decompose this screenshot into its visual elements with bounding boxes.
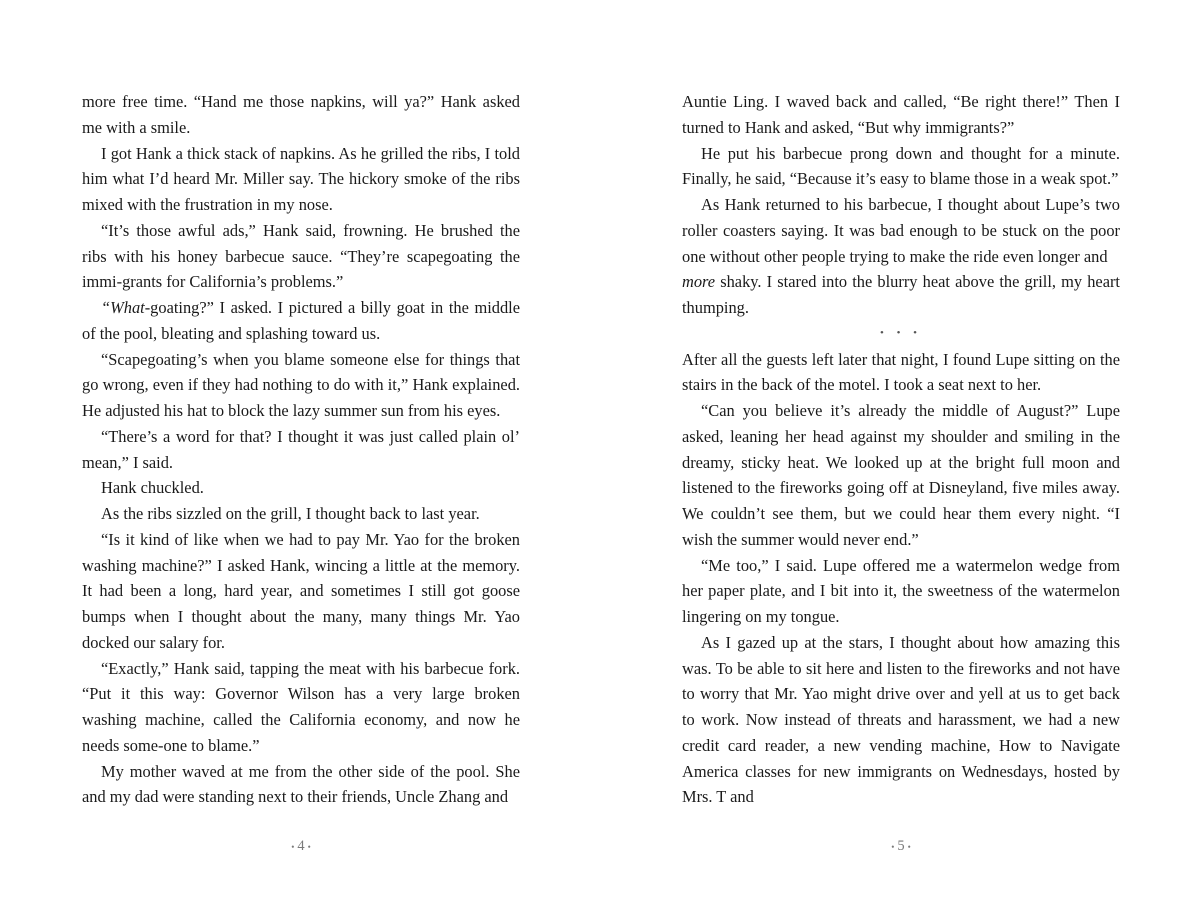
page-number — [82, 838, 520, 855]
page-number-value: 5 — [897, 838, 905, 854]
paragraph: “Is it kind of like when we had to pay Mr. Yao for the broken washing machine?” I asked Hank, wincing a little at the memory. It had been a long, hard year, and sometimes I still got goose bumps when I thought about the many, many things Mr. Yao docked our salary for. — [82, 529, 520, 652]
page-number-value: 4 — [297, 838, 305, 854]
paragraph: Auntie Ling. I waved back and called, “Be right there!” Then I turned to Hank and asked, “But why immigrants?” — [682, 92, 1120, 137]
left-page — [82, 0, 520, 900]
paragraph: “Can you believe it’s already the middle of August?” Lupe asked, leaning her head against my shoulder and smiling in the dreamy, sticky heat. We looked up at the bright full moon and listened to the fireworks going off at Disneyland, five miles away. We couldn’t see them, but we could hear them every night. “I wish the summer would never end.” — [682, 401, 1120, 549]
italic-word: “What — [101, 298, 145, 317]
paragraph: He put his barbecue prong down and thought for a minute. Finally, he said, “Because it’s easy to blame those in a weak spot.” — [682, 143, 1120, 189]
italic-word: more — [682, 272, 716, 292]
paragraph — [82, 295, 520, 347]
right-page-text — [682, 89, 1120, 810]
folio-dot: • — [307, 841, 311, 852]
folio-dot: • — [891, 841, 895, 852]
paragraph: Hank chuckled. — [101, 478, 204, 498]
paragraph: “Me too,” I said. Lupe offered me a watermelon wedge from her paper plate, and I bit into it, the sweetness of the watermelon lingering on my tongue. — [682, 555, 1120, 626]
folio-dot: • — [907, 841, 911, 852]
section-break: • • • — [879, 326, 923, 339]
page-number — [682, 838, 1120, 855]
left-page-text — [82, 89, 520, 810]
paragraph — [682, 192, 1120, 321]
paragraph: After all the guests left later that night, I found Lupe sitting on the stairs in the back of the motel. I took a seat next to her. — [682, 349, 1120, 395]
paragraph: As I gazed up at the stars, I thought about how amazing this was. To be able to sit here and listen to the fireworks and not have to worry that Mr. Yao might drive over and yell at us to get back to work. Now instead of threats and harassment, we had a new credit card reader, a new vending machine, How to Navigate America classes for new immigrants on Wednesdays, hosted by Mrs. T and — [682, 632, 1120, 807]
paragraph: “Exactly,” Hank said, tapping the meat with his barbecue fork. “Put it this way: Governor Wilson has a very large broken washing machine, called the California economy, and now he needs some-one to blame.” — [82, 658, 520, 755]
paragraph-text: shaky. I stared into the blurry heat above the grill, my heart thumping. — [682, 272, 1120, 317]
paragraph: “Scapegoating’s when you blame someone else for things that go wrong, even if they had nothing to do with it,” Hank explained. He adjusted his hat to block the lazy summer sun from his eyes. — [82, 349, 520, 420]
paragraph: “It’s those awful ads,” Hank said, frowning. He brushed the ribs with his honey barbecue sauce. “They’re scapegoating the immi-grants for California’s problems.” — [82, 220, 520, 292]
folio-dot: • — [291, 841, 295, 852]
paragraph: I got Hank a thick stack of napkins. As he grilled the ribs, I told him what I’d heard Mr. Miller say. The hickory smoke of the ribs mixed with the frustration in my nose. — [82, 143, 520, 214]
paragraph-text: -goating?” I asked. I pictured a billy goat in the middle of the pool, bleating and splashing toward us. — [82, 298, 520, 343]
paragraph: As the ribs sizzled on the grill, I thought back to last year. — [101, 504, 480, 523]
paragraph: My mother waved at me from the other side of the pool. She and my dad were standing next to their friends, Uncle Zhang and — [82, 761, 520, 807]
paragraph: “There’s a word for that? I thought it was just called plain ol’ mean,” I said. — [82, 426, 520, 472]
paragraph: more free time. “Hand me those napkins, will ya?” Hank asked me with a smile. — [82, 92, 520, 137]
paragraph-text: As Hank returned to his barbecue, I thought about Lupe’s two roller coasters saying. It was bad enough to be stuck on the poor one without other people trying to make the ride even longer and — [682, 195, 1120, 266]
right-page — [682, 0, 1120, 900]
